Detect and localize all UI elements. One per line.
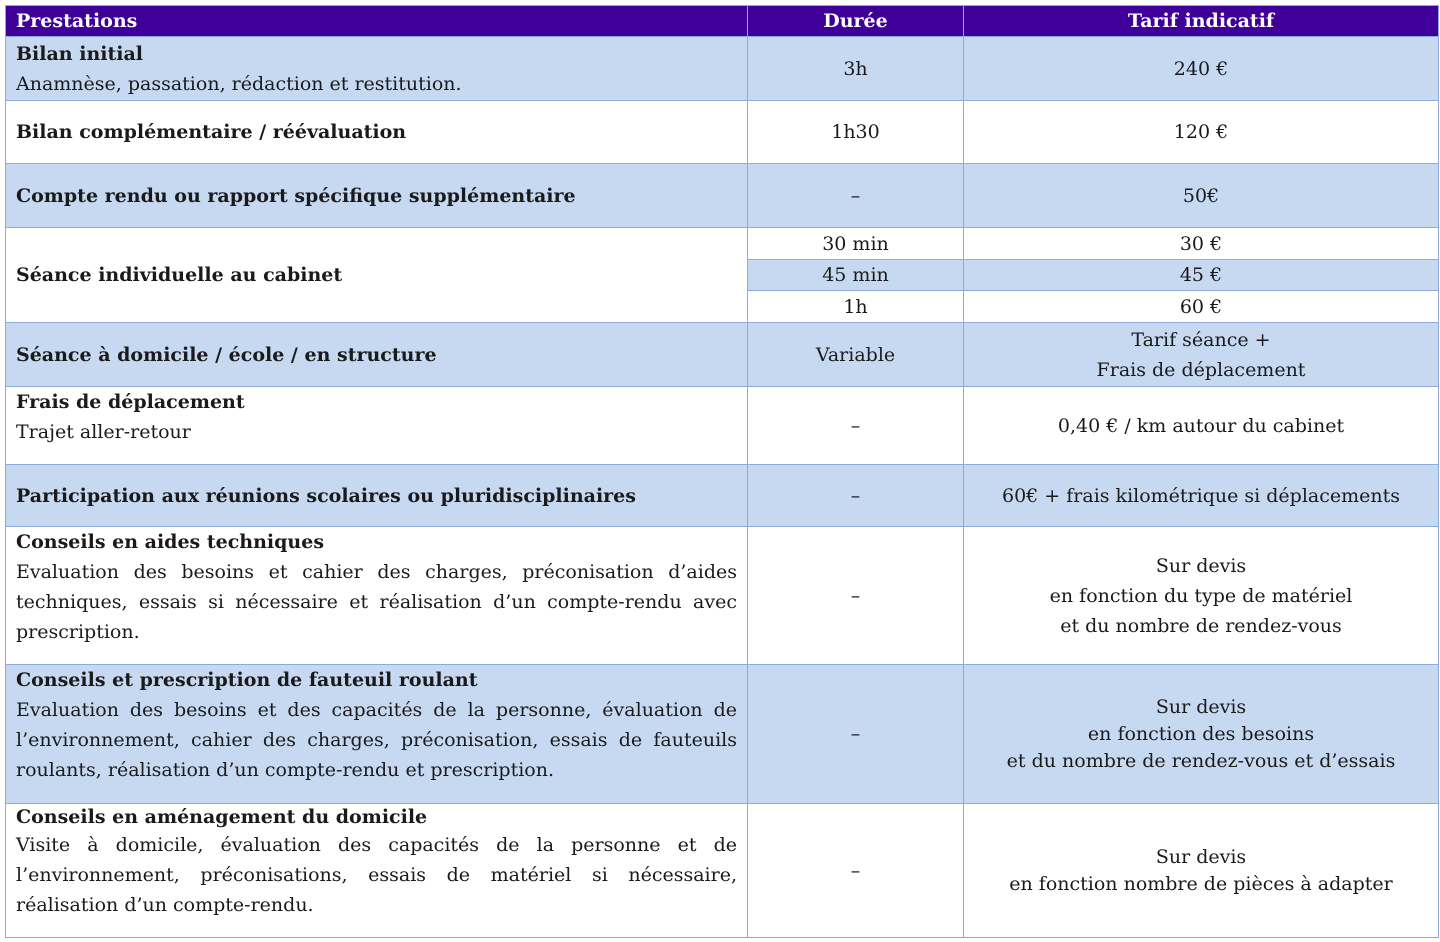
- table-row: [6, 665, 1439, 804]
- prestation-desc: Visite à domicile, évaluation des capacités de la personne et de l’environnement, préconisations, essais de matériel si nécessaire, réalisation d’un compte-rendu.: [16, 834, 737, 916]
- tarif-cell: 60€ + frais kilométrique si déplacements: [964, 465, 1439, 527]
- prestation-cell: [6, 323, 748, 387]
- prestation-title: Bilan initial: [16, 42, 144, 65]
- tarif-line: en fonction nombre de pièces à adapter: [1009, 872, 1393, 895]
- table-row: [6, 323, 1439, 387]
- duree-cell: –: [748, 387, 964, 465]
- tarif-cell: 120 €: [964, 101, 1439, 164]
- duree-cell: 3h: [748, 37, 964, 101]
- prestation-title: Conseils en aides techniques: [16, 531, 325, 553]
- table-row: [6, 37, 1439, 101]
- tarif-line: Sur devis: [1155, 695, 1247, 718]
- prestation-desc: Anamnèse, passation, rédaction et restitution.: [16, 72, 462, 95]
- table-row: [6, 228, 1439, 260]
- tarif-line: Frais de déplacement: [1096, 358, 1306, 381]
- tarifs-table-container: [5, 5, 1438, 938]
- tarif-line: Sur devis: [1155, 554, 1247, 577]
- header-prestations: Prestations: [6, 6, 748, 37]
- prestation-title: Séance individuelle au cabinet: [16, 264, 343, 286]
- tarif-cell: 60 €: [964, 291, 1439, 323]
- tarif-cell: 240 €: [964, 37, 1439, 101]
- tarif-cell: [964, 323, 1439, 387]
- duree-cell: –: [748, 665, 964, 804]
- tarif-cell: [964, 527, 1439, 665]
- prestation-title: Participation aux réunions scolaires ou pluridisciplinaires: [16, 484, 636, 507]
- table-row: [6, 465, 1439, 527]
- tarif-cell: 50€: [964, 164, 1439, 228]
- table-row: [6, 164, 1439, 228]
- prestation-title: Séance à domicile / école / en structure: [16, 343, 437, 366]
- duree-cell: 45 min: [748, 260, 964, 291]
- prestation-title: Frais de déplacement: [16, 391, 245, 413]
- table-header-row: [6, 6, 1439, 37]
- prestation-cell: [6, 37, 748, 101]
- table-row: [6, 101, 1439, 164]
- prestation-title: Compte rendu ou rapport spécifique supplémentaire: [16, 184, 576, 207]
- prestation-cell: [6, 465, 748, 527]
- duree-cell: Variable: [748, 323, 964, 387]
- tarif-line: Tarif séance +: [1131, 328, 1271, 351]
- table-row: [6, 387, 1439, 465]
- tarif-line: Sur devis: [1155, 845, 1247, 868]
- header-tarif: Tarif indicatif: [964, 6, 1439, 37]
- table-row: [6, 527, 1439, 665]
- tarif-cell: [964, 804, 1439, 938]
- prestation-cell: [6, 101, 748, 164]
- prestation-desc: Evaluation des besoins et des capacités de la personne, évaluation de l’environnement, cahier des charges, préconisation, essais de fauteuils roulants, réalisation d’un compte-rendu et prescription.: [16, 699, 737, 781]
- prestation-cell: [6, 804, 748, 938]
- header-duree: Durée: [748, 6, 964, 37]
- tarifs-table: [5, 5, 1439, 938]
- tarif-cell: 0,40 € / km autour du cabinet: [964, 387, 1439, 465]
- prestation-cell: [6, 527, 748, 665]
- duree-cell: 1h30: [748, 101, 964, 164]
- duree-cell: 30 min: [748, 228, 964, 260]
- prestation-desc: Trajet aller-retour: [16, 421, 191, 443]
- tarif-cell: 45 €: [964, 260, 1439, 291]
- prestation-cell: [6, 665, 748, 804]
- table-row: [6, 804, 1439, 938]
- tarif-line: en fonction des besoins: [1087, 722, 1315, 745]
- duree-cell: –: [748, 465, 964, 527]
- prestation-cell: [6, 387, 748, 465]
- prestation-desc: Evaluation des besoins et cahier des charges, préconisation d’aides techniques, essais si nécessaire et réalisation d’un compte-rendu avec prescription.: [16, 561, 737, 643]
- duree-cell: –: [748, 804, 964, 938]
- prestation-cell: [6, 228, 748, 323]
- tarif-cell: [964, 665, 1439, 804]
- tarif-line: en fonction du type de matériel: [1049, 584, 1353, 607]
- prestation-title: Conseils en aménagement du domicile: [16, 806, 428, 828]
- duree-cell: –: [748, 164, 964, 228]
- duree-cell: –: [748, 527, 964, 665]
- prestation-cell: [6, 164, 748, 228]
- tarif-line: et du nombre de rendez-vous et d’essais: [1006, 749, 1396, 772]
- tarif-line: et du nombre de rendez-vous: [1060, 614, 1342, 637]
- prestation-title: Conseils et prescription de fauteuil roulant: [16, 669, 478, 691]
- duree-cell: 1h: [748, 291, 964, 323]
- tarif-cell: 30 €: [964, 228, 1439, 260]
- prestation-title: Bilan complémentaire / réévaluation: [16, 121, 407, 143]
